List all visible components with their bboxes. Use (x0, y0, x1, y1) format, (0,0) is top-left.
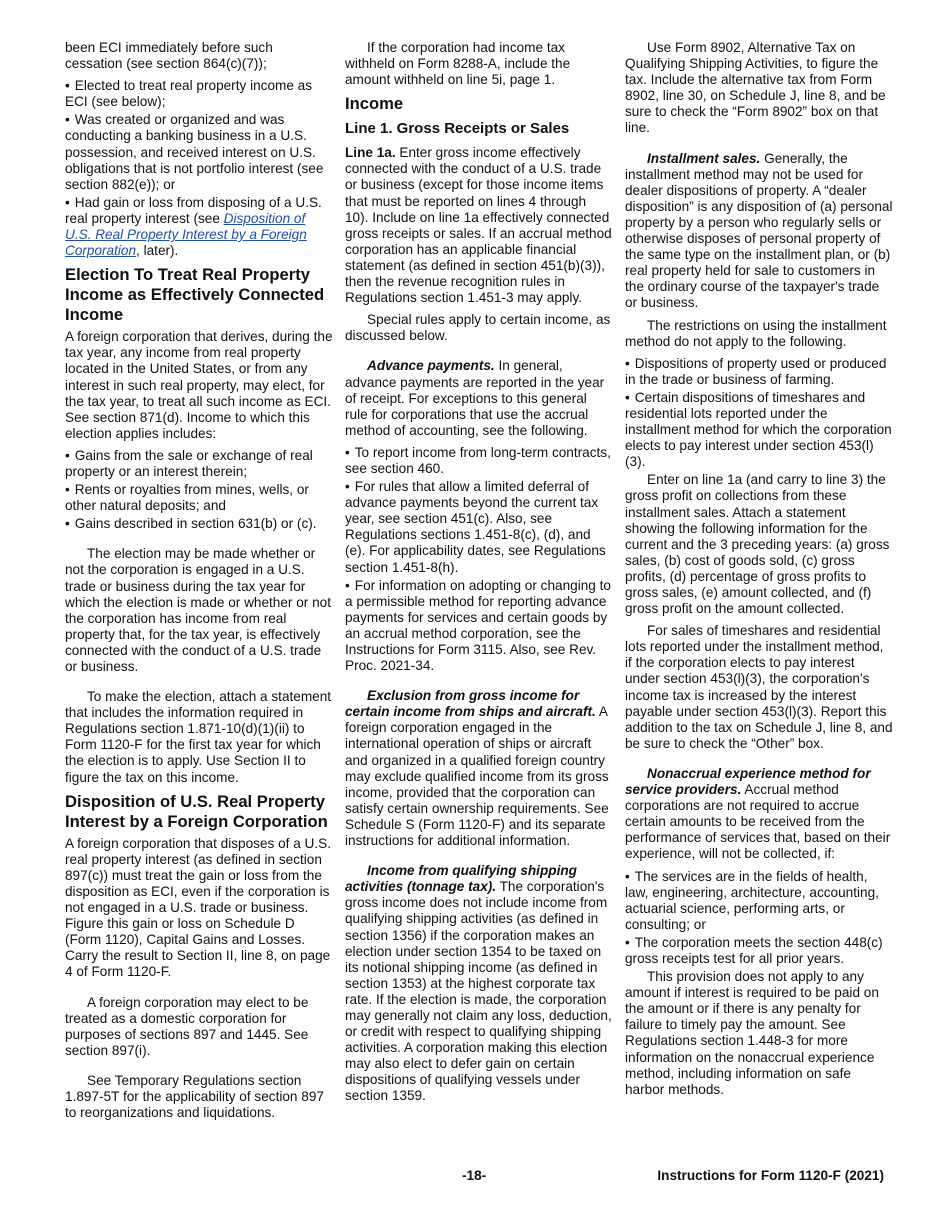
paragraph: The restrictions on using the installment method do not apply to the following. (625, 317, 887, 349)
bullet-item: • Was created or organized and was conducting a banking business in a U.S. possession, and received interest on U.S. obligations that is not portfolio interest (see section 882(e)); or (65, 112, 333, 192)
run-in-label: Income from qualifying shipping activities (tonnage tax). (345, 863, 577, 895)
paragraph (345, 145, 613, 306)
run-in-label: Exclusion from gross income for certain income from ships and aircraft. (345, 688, 596, 720)
paragraph (625, 766, 893, 863)
paragraph: A foreign corporation that disposes of a U.S. real property interest (as defined in section 897(c)) must treat the gain or loss from the disposition as ECI, even if the corporation is not engaged in a U.S. trade or business. Figure this gain or loss on Schedule D (Form 1120), Capital Gains and Losses. Carry the result to Section II, line 8, on page 4 of Form 1120-F. (65, 835, 331, 980)
section-heading-income: Income (345, 94, 404, 114)
bullet-item: • For rules that allow a limited deferral of advance payments beyond the current tax year, see section 451(c). Also, see Regulations sections 1.451-8(c), (d), and (e). For applicability dates, see Regulations section 1.451-8(h). (345, 479, 613, 576)
paragraph: been ECI immediately before such cessation (see section 864(c)(7)); (65, 40, 273, 72)
disposition-xref-link[interactable]: Disposition of U.S. Real Property Interest by a Foreign Corporation (65, 210, 307, 259)
paragraph-text: Enter gross income effectively connected with the conduct of a U.S. trade or business (except for those income items that must be reported on lines 4 through 10). Include on line 1a effectively connected gross receipts or sales. If an accrual method corporation has an applicable financial statement (as defined in section 451(b)(3)), then the revenue recognition rules in Regulations section 1.451-3 may apply. (345, 145, 612, 306)
column-middle (345, 40, 613, 1111)
page-number: -18- (462, 1168, 487, 1183)
run-in-label: Line 1a. (345, 145, 396, 161)
paragraph: This provision does not apply to any amount if interest is required to be paid on the amount or if there is any penalty for failure to timely pay the amount. See Regulations section 1.448-3 for more information on the nonaccrual experience method, including information on safe harbor methods. (625, 969, 879, 1097)
paragraph-text: The corporation's gross income does not include income from qualifying shipping activities (as defined in section 1356) if the corporation makes an election under section 1354 to be taxed on its notional shipping income (as defined in section 1353) at the highest corporate tax rate. If the election is made, the corporation may generally not claim any loss, deduction, or credit with respect to qualifying shipping activities. A corporation making this election may also elect to defer gain on certain dispositions of qualifying vessels under section 1359. (345, 879, 612, 1104)
bullet-item: • Gains from the sale or exchange of real property or an interest therein; (65, 448, 333, 480)
run-in-label: Advance payments. (367, 358, 495, 374)
paragraph: Special rules apply to certain income, as discussed below. (345, 312, 611, 344)
bullet-item: • Certain dispositions of timeshares and residential lots reported under the installment method for which the corporation elects to pay interest under section 453(l)(3). (625, 390, 893, 470)
paragraph: If the corporation had income tax withheld on Form 8288-A, include the amount withheld on line 5i, page 1. (345, 40, 571, 88)
paragraph: For sales of timeshares and residential lots reported under the installment method, if the corporation elects to pay interest under section 453(l)(3), the corporation's income tax is increased by the interest payable under section 453(l)(3). Report this addition to the tax on Schedule J, line 8, and be sure to check the “Other” box. (625, 623, 893, 751)
bullet-item: • To report income from long-term contracts, see section 460. (345, 445, 613, 477)
run-in-label: Nonaccrual experience method for service providers. (625, 765, 871, 798)
run-in-label: Installment sales. (647, 150, 761, 166)
paragraph: Use Form 8902, Alternative Tax on Qualifying Shipping Activities, to figure the tax. Include the alternative tax from Form 8902, line 30, on Schedule J, line 8, and be sure to check the “Form 8902” box on that line. (625, 40, 886, 136)
paragraph: A foreign corporation may elect to be treated as a domestic corporation for purposes of sections 897 and 1445. See section 897(i). (65, 994, 309, 1058)
paragraph-text: In general, advance payments are reported in the year of receipt. For exceptions to this general rule for corporations that use the accrual method of accounting, see the following. (345, 358, 605, 438)
paragraph-text: Generally, the installment method may not be used for dealer dispositions of property. A “dealer disposition” is any disposition of (a) personal property by a person who regularly sells or otherwise disposes of personal property of the same type on the installment plan, or (b) real property held for sale to customers in the ordinary course of the taxpayer's trade or business. (625, 150, 893, 311)
paragraph: Enter on line 1a (and carry to line 3) the gross profit on collections from these installment sales. Attach a statement showing the following information for the current and the 3 preceding years: (a) gross sales, (b) cost of goods sold, (c) gross profits, (d) percentage of gross profits to gross sales, (e) amount collected, and (f) gross profit on the amount collected. (625, 472, 890, 617)
bullet-item: • Elected to treat real property income as ECI (see below); (65, 78, 333, 110)
bullet-item: • Dispositions of property used or produced in the trade or business of farming. (625, 356, 893, 388)
paragraph (345, 688, 613, 849)
subheading-line-1: Line 1. Gross Receipts or Sales (345, 120, 570, 138)
paragraph-text: Accrual method corporations are not required to accrue certain amounts to be received from the performance of services that, based on their experience, will not be collected, if: (625, 782, 891, 862)
bullet-text: Had gain or loss from disposing of a U.S. real property interest (see (65, 194, 322, 226)
bullet-text: , later). (136, 243, 179, 259)
column-left (65, 40, 333, 1127)
paragraph-text: A foreign corporation engaged in the international operation of ships or aircraft and organized in a qualified foreign country may exclude qualified income from its gross income, provided that the corporation can satisfy certain ownership requirements. See Schedule S (Form 1120-F) and its separate instructions for additional information. (345, 704, 609, 849)
paragraph: To make the election, attach a statement that includes the information required in Regulations section 1.871-10(d)(1)(ii) to Form 1120-F for the first tax year for which the election is to apply. Use Section II to figure the tax on this income. (65, 689, 332, 785)
bullet-item (65, 195, 333, 259)
paragraph (345, 863, 613, 1104)
paragraph: The election may be made whether or not the corporation is engaged in a U.S. trade or business during the tax year for which the election is made or whether or not the corporation has income from real property that, for the tax year, is effectively connected with the conduct of a U.S. trade or business. (65, 546, 331, 674)
paragraph: A foreign corporation that derives, during the tax year, any income from real property located in the United States, or from any interest in such real property, may elect, for the tax year, to treat all such income as ECI. See section 871(d). Income to which this election applies includes: (65, 329, 333, 441)
footer-form-title: Instructions for Form 1120-F (2021) (657, 1168, 884, 1183)
bullet-item: • The corporation meets the section 448(c) gross receipts test for all prior years. (625, 935, 893, 967)
bullet-item: • The services are in the fields of health, law, engineering, architecture, accounting, actuarial science, performing arts, or consulting; or (625, 869, 893, 933)
section-heading-election: Election To Treat Real Property Income as Effectively Connected Income (65, 265, 325, 325)
bullet-item: • Gains described in section 631(b) or (c). (65, 516, 333, 532)
section-heading-disposition: Disposition of U.S. Real Property Interest by a Foreign Corporation (65, 791, 328, 831)
paragraph (625, 151, 893, 312)
column-right (625, 40, 893, 1104)
bullet-item: • For information on adopting or changing to a permissible method for reporting advance payments for services and certain goods by an accrual method corporation, see the Instructions for Form 3115. Also, see Rev. Proc. 2021-34. (345, 578, 613, 675)
paragraph: See Temporary Regulations section 1.897-5T for the applicability of section 897 to reorganizations and liquidations. (65, 1072, 324, 1121)
bullet-item: • Rents or royalties from mines, wells, or other natural deposits; and (65, 482, 333, 514)
paragraph (345, 358, 613, 438)
